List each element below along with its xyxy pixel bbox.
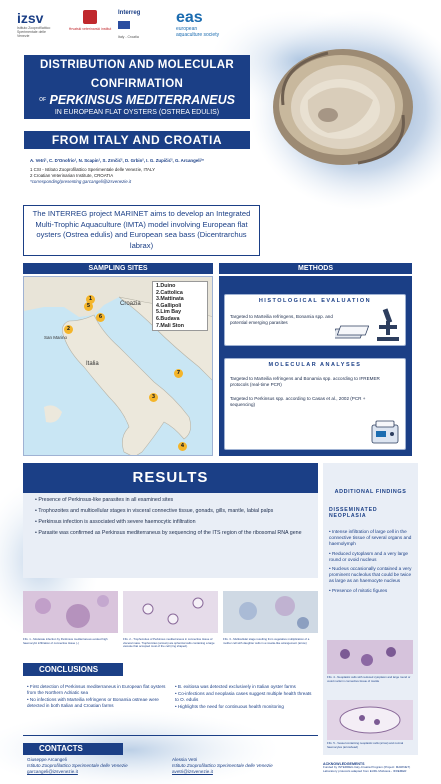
contacts-header: CONTACTS (23, 743, 123, 755)
conclusion-left-2: • No infections with Marteilia refringens or Bonamia ostreae were detected in both Italian and Croatian farms (27, 697, 159, 708)
sites-legend (152, 281, 208, 331)
acknowledgements-text: Funded by INTERREG Italy-Croatia Program (Project: MARINET) Laboratory protocols adapted from EURL Mollusca - IFREMER (323, 765, 411, 773)
figure-4-caption: FIG. 4 - Neoplastic cells with reduced cytoplasm and large round or ovoid nuclei in connective tissue of mantle (327, 675, 411, 683)
map-label-san-marino: San Marino (44, 335, 68, 340)
map-marker-4: 4 (178, 442, 187, 451)
histological-heading: HISTOLOGICAL EVALUATION (258, 298, 372, 304)
results-header: RESULTS (23, 463, 318, 493)
sampling-sites-header: SAMPLING SITES (23, 263, 213, 274)
conclusions-header: CONCLUSIONS (23, 663, 123, 676)
methods-header: METHODS (219, 263, 412, 274)
contact-2-email[interactable]: avetri@izsvenezie.it (172, 768, 213, 774)
affiliation-1: 1 CSI - Istituto Zooprofilattico Sperimentale delle Venezie, ITALY (30, 167, 156, 172)
title-region: FROM ITALY AND CROATIA (24, 131, 250, 149)
poster-title (24, 55, 250, 119)
map-label-croatia: Croazia (120, 301, 141, 307)
izsve-logo: izsv Istituto Zooprofilattico Sperimentale delle Venezie (17, 10, 51, 38)
site-7: 7.Mali Ston (156, 322, 184, 329)
additional-findings-header: ADDITIONAL FINDINGS (334, 489, 407, 495)
map-marker-2: 2 (64, 325, 73, 334)
title-line-2: CONFIRMATION (24, 74, 250, 93)
results-list (23, 493, 318, 537)
conclusions-right-list (175, 684, 315, 710)
interreg-logo: Interreg Italy - Croatia (118, 10, 141, 39)
figure-3-caption: FIG. 3 - Multicellular stage resulting from vegetative multiplication of a mother cell with daughter cells in a rosette-like arrangement (arrow) (223, 637, 310, 645)
conclusion-left-1: • First detection of Perkinsus mediterraneus in European flat oysters from the Northern Adriatic sea (27, 684, 166, 695)
site-5: 5.Lim Bay (156, 309, 182, 316)
histology-figures (23, 591, 318, 633)
site-3: 3.Mattinata (156, 296, 184, 303)
conclusion-right-1: • B. exitiosa was detected exclusively in Italian oyster farms (175, 684, 296, 689)
conclusions-left-list (27, 684, 167, 709)
map-marker-3: 3 (149, 393, 158, 402)
map-marker-1: 1 (86, 295, 95, 304)
results-bullet-3: • Perkinsus infection is associated with severe haemocytic infiltration (35, 519, 196, 525)
conclusion-right-3: • Highlights the need for continuous health monitoring (175, 704, 284, 709)
map-label-italy: Italia (86, 361, 99, 367)
site-2: 2.Cattolica (156, 289, 183, 296)
acknowledgements-header: ACKNOWLEDGEMENTS (323, 762, 365, 766)
contact-2-name: Alessia Vetri (172, 757, 198, 762)
figure-1-caption: FIG. 1 - Moderate infection by Perkinsus mediterraneus evoked high haemocytic infiltration of connective tissue (-) (23, 637, 108, 645)
histological-text: Targeted to Marteilia refringens, Bonamia spp. and potential emerging parasites (230, 314, 333, 325)
figure-2-caption: FIG. 2 - Trophozoites of Perkinsus mediterraneus in connective tissue of visceral mass. Trophozoites (arrows) are spherical cells containing a large vacuole that occupied most of the cell (ring shaped). (123, 637, 215, 649)
pcr-machine-icon (370, 417, 400, 445)
conclusions-panel (23, 680, 318, 736)
additional-bullet-4: • Presence of mitotic figures (329, 587, 388, 593)
molecular-text-1: Targeted to Marteilia refringens and Bonamia spp. according to IFREMER protocols (real-time PCR) (230, 376, 380, 387)
intro-box: The INTERREG project MARINET aims to develop an Integrated Multi-Trophic Aquaculture (IMTA) model involving European flat oysters (Ostrea edulis) and European sea bass (Dicentrarchus labrax) (23, 205, 260, 256)
methods-panel (219, 276, 412, 456)
site-1: 1.Duino (156, 283, 176, 289)
contact-1-name: Giuseppe Arcangeli (27, 757, 67, 762)
additional-list (329, 529, 412, 594)
site-6: 6.Budava (156, 315, 180, 322)
neoplasia-figure-4 (327, 640, 413, 674)
sampling-map (23, 276, 213, 456)
conclusion-right-2: • Co-infections and neoplasia cases suggest multiple health threats to O. edulis (175, 691, 312, 702)
additional-bullet-1: • Intense infiltration of large cell in the connective tissue of several organs and haemolymph (329, 529, 412, 547)
site-4: 4.Gallipoli (156, 302, 182, 309)
molecular-heading: MOLECULAR ANALYSES (268, 362, 362, 368)
results-bullet-1: • Presence of Perkinsus-like parasites in all examined sites (35, 497, 174, 503)
croatia-institute-logo: Hrvatski veterinarski institut (67, 10, 113, 42)
authors-names: A. Vetri¹, C. D'Onofrio¹, N. Scapin¹, S. Zrnčić², D. Grbin², I. G. Zupičić², G. Arcangeli¹* (30, 158, 204, 163)
molecular-text-2: Targeted to Perkinsus spp. according to Casas et al., 2002 (PCR + sequencing) (230, 396, 366, 407)
histological-box (224, 294, 406, 346)
affiliation-2: 2 Croatian Veterinarian Institute, CROATIA (30, 173, 114, 178)
title-host: IN EUROPEAN FLAT OYSTERS (OSTREA EDULIS) (24, 108, 250, 119)
slides-icon (335, 325, 369, 343)
results-bullet-2: • Trophozoites and multicellular stages in visceral connective tissue, gonads, gills, mantle, labial palps (35, 508, 274, 514)
corresponding-author: *corresponding/presenting garcangeli@izsvenezie.it (30, 179, 132, 184)
authors-block (30, 158, 270, 185)
contact-1-email[interactable]: garcangeli@izsvenezie.it (27, 768, 78, 774)
eas-logo: eas european aquaculture society (176, 9, 220, 38)
results-panel (23, 463, 318, 578)
additional-bullet-3: • Nucleus occasionally contained a very prominent nucleolus that could be twice as large as an haemocyte nucleus (329, 566, 412, 584)
contact-2 (172, 757, 302, 774)
map-marker-7: 7 (174, 369, 183, 378)
map-marker-6: 6 (96, 313, 105, 322)
acknowledgements (323, 762, 418, 774)
figure-5-caption: FIG. 5 - Vessel containing neoplastic cells (arrow) and normal haemocytes (arrowhead) (327, 741, 404, 749)
microscope-icon (375, 307, 401, 343)
title-line-1: DISTRIBUTION AND MOLECULAR (24, 55, 250, 74)
additional-bullet-2: • Reduced cytoplasm and a very large round or ovoid nucleus (329, 550, 409, 562)
contact-2-institute: Istituto Zooprofilattico Sperimentale delle Venezie (172, 762, 273, 768)
contact-1-institute: Istituto Zooprofilattico Sperimentale delle Venezie (27, 762, 128, 768)
title-species: $^{OF}$ PERKINSUS MEDITERRANEUS (24, 93, 250, 108)
neoplasia-figure-5 (327, 700, 413, 740)
contact-1 (27, 757, 157, 774)
map-marker-5: 5 (84, 302, 93, 311)
molecular-box (224, 358, 406, 450)
neoplasia-subheader: DISSEMINATED NEOPLASIA (329, 507, 378, 519)
oyster-photo (268, 45, 418, 170)
results-bullet-4: • Parasite was confirmed as Perkinsus mediterraneus by sequencing of the ITS region of the ribosomal RNA gene (35, 530, 302, 536)
